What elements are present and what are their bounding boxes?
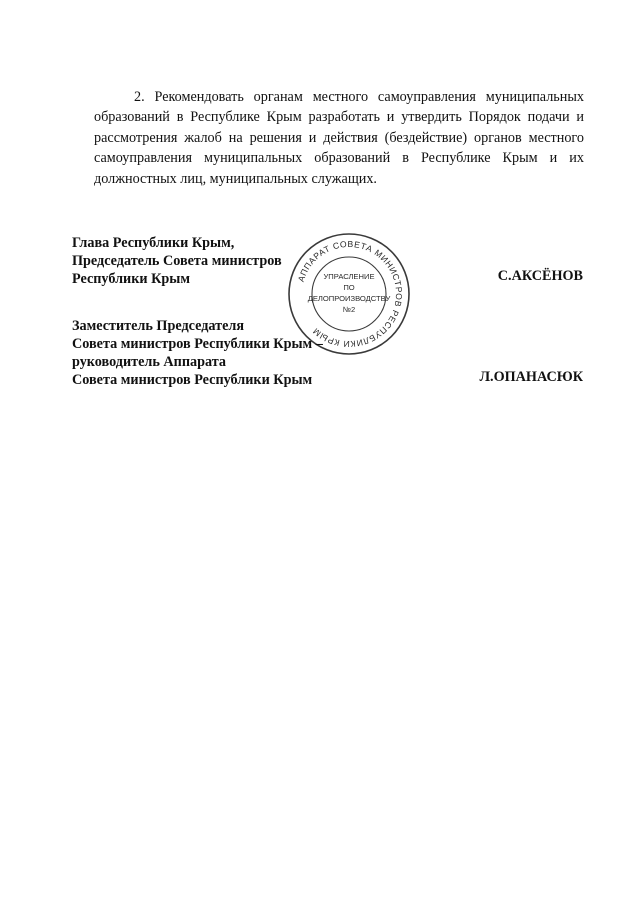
stamp-center-line: №2 bbox=[342, 305, 356, 314]
signatory-2-title-line: Совета министров Республики Крым bbox=[72, 372, 313, 388]
signatory-2-title-line: Совета министров Республики Крым – bbox=[72, 336, 323, 352]
signatory-2-title-line: руководитель Аппарата bbox=[72, 354, 226, 370]
signatory-2-title bbox=[72, 317, 372, 389]
stamp-center-line: ПО bbox=[343, 283, 355, 292]
stamp-ring-textpath: АППАРАТ СОВЕТА МИНИСТРОВ РЕСПУБЛИКИ КРЫМ bbox=[295, 238, 405, 350]
stamp-center-line: УПРАСЛЕНИЕ bbox=[323, 272, 375, 281]
signatory-1-title-line: Республики Крым bbox=[72, 271, 191, 287]
recommendation-paragraph: 2. Рекомендовать органам местного самоуправления муниципальных образований в Республике Крым разработать и утвердить Порядок подачи и рассмотрения жалоб на решения и действия (бездействие) органов местного самоуправления муниципальных образований в Республике Крым и их должностных лиц, муниципальных служащих. bbox=[94, 89, 584, 187]
stamp-center-line: ДЕЛОПРОИЗВОДСТВУ bbox=[307, 294, 391, 303]
signatory-1-name: С.АКСЁНОВ bbox=[497, 268, 583, 284]
signatory-1-title-line: Глава Республики Крым, bbox=[72, 235, 235, 251]
signatory-2-name: Л.ОПАНАСЮК bbox=[479, 369, 583, 385]
signatory-1-title-line: Председатель Совета министров bbox=[72, 253, 282, 269]
signatory-2-title-line: Заместитель Председателя bbox=[72, 318, 245, 334]
